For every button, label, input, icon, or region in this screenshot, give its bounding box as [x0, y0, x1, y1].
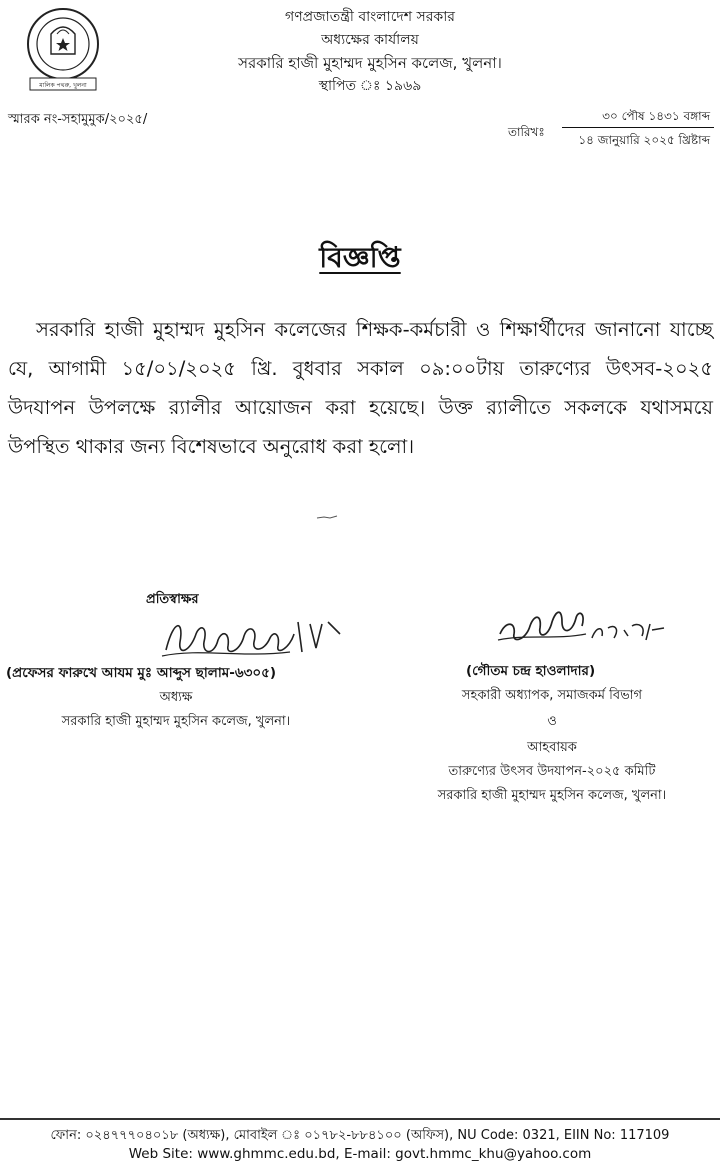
convener-position: সহকারী অধ্যাপক, সমাজকর্ম বিভাগ: [461, 688, 643, 703]
government-name: গণপ্রজাতন্ত্রী বাংলাদেশ সরকার: [285, 9, 455, 25]
convener-name: (গৌতম চন্দ্র হাওলাদার): [466, 663, 596, 679]
established-year: স্থাপিত ঃ ১৯৬৯: [318, 78, 422, 94]
principal-title: অধ্যক্ষ: [159, 690, 193, 705]
notice-body: সরকারি হাজী মুহাম্মদ মুহসিন কলেজের শিক্ষক-কর্মচারী ও শিক্ষার্থীদের জানানো যাচ্ছে যে, আগামী ১৫/০১/২০২৫ খ্রি. বুধবার সকাল ০৯:০০টায় তারুণ্যের উৎসব-২০২৫ উদযাপন উপলক্ষে র‍্যালীর আয়োজন করা হয়েছে। উক্ত র‍্যালীতে সকলকে যথাসময়ে উপস্থিত থাকার জন্য বিশেষভাবে অনুরোধ করা হলো।: [8, 318, 713, 458]
date-english: ১৪ জানুয়ারি ২০২৫ খ্রিষ্টাব্দ: [578, 133, 710, 147]
convener-organization: সরকারি হাজী মুহাম্মদ মুহসিন কলেজ, খুলনা।: [437, 788, 667, 803]
date-label: তারিখঃ: [508, 125, 545, 139]
convener-signature: [496, 600, 666, 656]
principal-organization: সরকারি হাজী মুহাম্মদ মুহসিন কলেজ, খুলনা।: [61, 714, 291, 729]
letterhead: [150, 6, 590, 98]
footer-divider: [0, 1118, 720, 1120]
office-name: অধ্যক্ষের কার্যালয়: [321, 32, 419, 48]
countersign-label: প্রতিস্বাক্ষর: [146, 592, 199, 607]
committee-name: তারুণ্যের উৎসব উদযাপন-২০২৫ কমিটি: [448, 764, 656, 779]
principal-name: (প্রফেসর ফারুখে আযম মুঃ আব্দুস ছালাম-৬৩০৫): [6, 665, 277, 681]
date-divider: [562, 127, 714, 128]
svg-text:মালিক পথরু, খুলনা: মালিক পথরু, খুলনা: [39, 82, 87, 89]
notice-title-text: বিজ্ঞপ্তি: [319, 241, 401, 274]
college-name: সরকারি হাজী মুহাম্মদ মুহসিন কলেজ, খুলনা।: [238, 54, 502, 72]
footer-contact: ফোন: ০২৪৭৭৭০৪০১৮ (অধ্যক্ষ), মোবাইল ঃ ০১৭৮২-৮৮৪১০০ (অফিস), NU Code: 0321, EIIN No: 117109: [50, 1128, 670, 1143]
college-seal-icon: [24, 6, 102, 92]
notice-title: [0, 236, 720, 283]
date-bangla: ৩০ পৌষ ১৪৩১ বঙ্গাব্দ: [602, 109, 710, 123]
date-block: [508, 108, 714, 154]
footer-web: Web Site: www.ghmmc.edu.bd, E-mail: govt.hmmc_khu@yahoo.com: [128, 1146, 592, 1162]
convener-role: আহবায়ক: [527, 740, 577, 755]
memo-number: স্মারক নং-সহামুমুক/২০২৫/: [8, 112, 148, 127]
convener-conjunction: ও: [547, 714, 557, 729]
stray-mark: [316, 514, 338, 520]
